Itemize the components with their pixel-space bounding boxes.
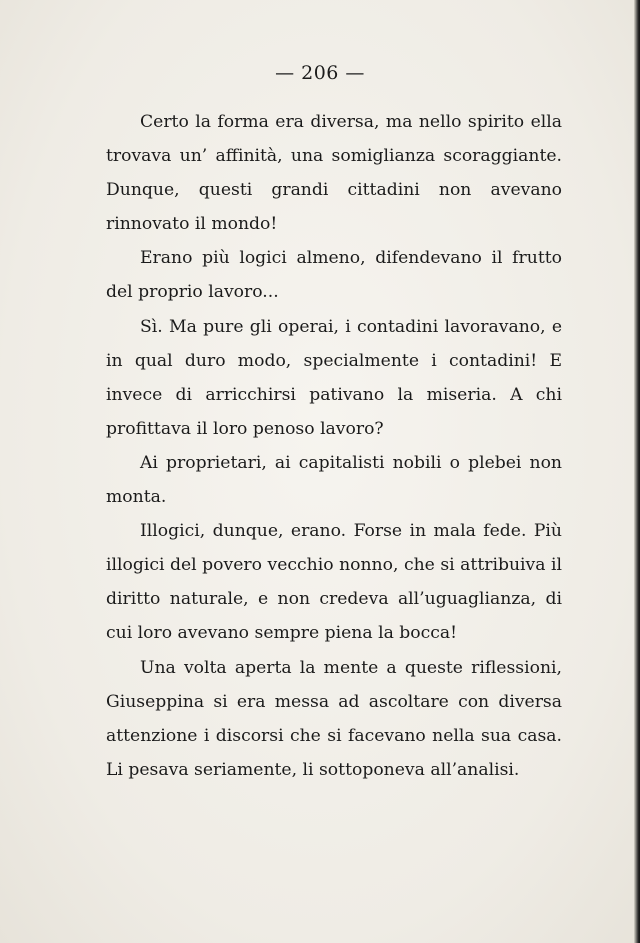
paragraph: Sì. Ma pure gli operai, i contadini lavoravano, e in qual duro modo, specialmente i contadini! E invece di arricchirsi pativano la miseria. A chi profittava il loro penoso lavoro? bbox=[106, 316, 562, 439]
paragraph: Illogici, dunque, erano. Forse in mala fede. Più illogici del povero vecchio nonno, che si attribuiva il diritto naturale, e non credeva all’uguaglianza, di cui loro avevano sempre piena la bocca! bbox=[106, 521, 562, 644]
page-number: — 206 — bbox=[275, 62, 365, 84]
paragraph: Erano più logici almeno, difendevano il frutto del proprio lavoro... bbox=[106, 248, 562, 303]
page-edge-shadow bbox=[634, 0, 640, 943]
paragraph: Certo la forma era diversa, ma nello spirito ella trovava un’ affinità, una somiglianza scoraggiante. Dunque, questi grandi cittadini non avevano rinnovato il mondo! bbox=[106, 112, 562, 235]
body-text bbox=[106, 105, 562, 787]
paragraph: Una volta aperta la mente a queste riflessioni, Giuseppina si era messa ad ascoltare con diversa attenzione i discorsi che si facevano nella sua casa. Li pesava seriamente, li sottoponeva all’analisi. bbox=[106, 657, 562, 780]
paragraph: Ai proprietari, ai capitalisti nobili o plebei non monta. bbox=[106, 452, 562, 508]
